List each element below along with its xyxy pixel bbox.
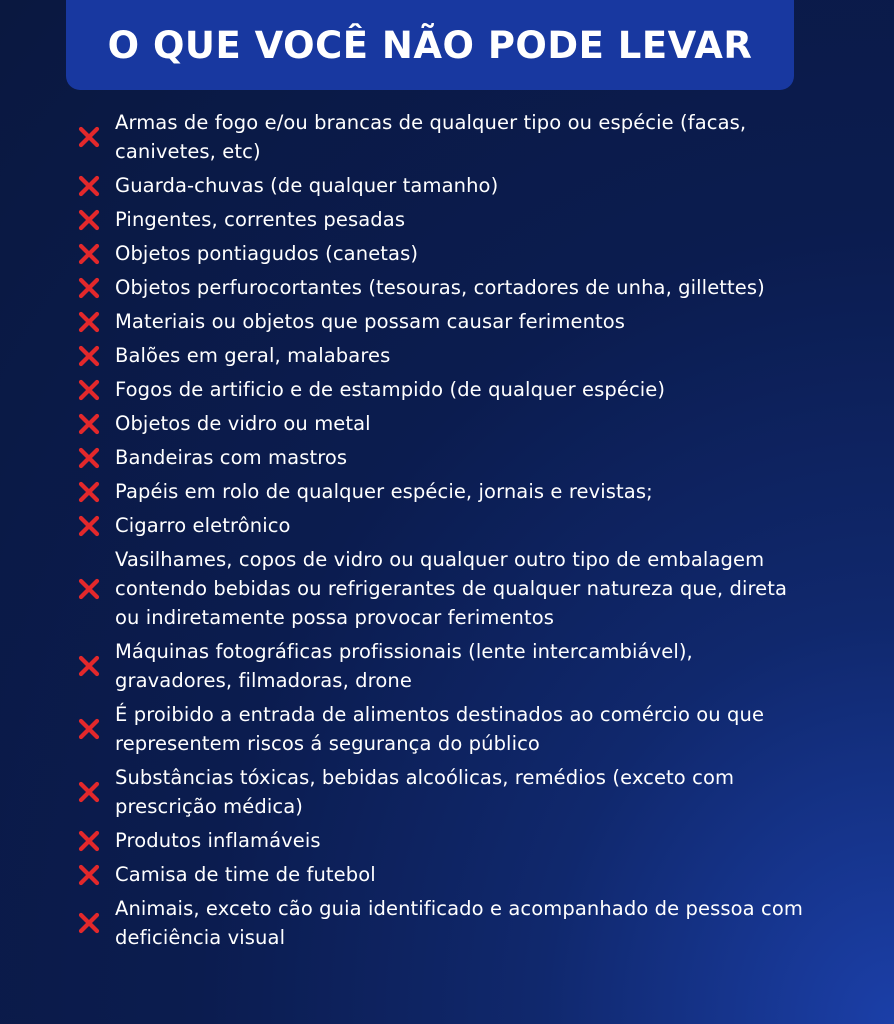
list-item [78, 205, 808, 234]
prohibited-items-list [78, 108, 808, 957]
x-mark-icon [78, 864, 100, 886]
list-item [78, 307, 808, 336]
list-item [78, 409, 808, 438]
list-item [78, 239, 808, 268]
x-mark-icon [78, 277, 100, 299]
list-item [78, 700, 808, 758]
x-mark-icon [78, 830, 100, 852]
list-item [78, 273, 808, 302]
list-item [78, 894, 808, 952]
list-item-text: Objetos pontiagudos (canetas) [115, 242, 419, 265]
x-mark-icon [78, 126, 100, 148]
list-item-text: Animais, exceto cão guia identificado e acompanhado de pessoa com deficiência visual [115, 897, 803, 949]
list-item-text: Cigarro eletrônico [115, 514, 291, 537]
list-item [78, 860, 808, 889]
list-item [78, 511, 808, 540]
list-item-text: É proibido a entrada de alimentos destinados ao comércio ou que representem riscos á segurança do público [115, 703, 765, 755]
list-item [78, 341, 808, 370]
list-item [78, 637, 808, 695]
list-item [78, 477, 808, 506]
x-mark-icon [78, 578, 100, 600]
x-mark-icon [78, 175, 100, 197]
list-item-text: Fogos de artificio e de estampido (de qualquer espécie) [115, 378, 666, 401]
list-item [78, 171, 808, 200]
list-item [78, 375, 808, 404]
x-mark-icon [78, 655, 100, 677]
x-mark-icon [78, 718, 100, 740]
list-item-text: Camisa de time de futebol [115, 863, 376, 886]
list-item [78, 443, 808, 472]
list-item-text: Materiais ou objetos que possam causar ferimentos [115, 310, 626, 333]
list-item-text: Objetos de vidro ou metal [115, 412, 371, 435]
list-item-text: Substâncias tóxicas, bebidas alcoólicas, remédios (exceto com prescrição médica) [115, 766, 735, 818]
x-mark-icon [78, 781, 100, 803]
list-item-text: Papéis em rolo de qualquer espécie, jornais e revistas; [115, 480, 653, 503]
list-item-text: Balões em geral, malabares [115, 344, 391, 367]
x-mark-icon [78, 209, 100, 231]
x-mark-icon [78, 447, 100, 469]
list-item-text: Armas de fogo e/ou brancas de qualquer tipo ou espécie (facas, canivetes, etc) [115, 111, 747, 163]
list-item-text: Máquinas fotográficas profissionais (lente intercambiável), gravadores, filmadoras, drone [115, 640, 693, 692]
list-item-text: Produtos inflamáveis [115, 829, 321, 852]
x-mark-icon [78, 311, 100, 333]
list-item-text: Objetos perfurocortantes (tesouras, cortadores de unha, gillettes) [115, 276, 765, 299]
list-item [78, 763, 808, 821]
list-item-text: Pingentes, correntes pesadas [115, 208, 406, 231]
page-title: O QUE VOCÊ NÃO PODE LEVAR [107, 23, 753, 67]
x-mark-icon [78, 243, 100, 265]
list-item [78, 826, 808, 855]
x-mark-icon [78, 515, 100, 537]
list-item-text: Vasilhames, copos de vidro ou qualquer outro tipo de embalagem contendo bebidas ou refrigerantes de qualquer natureza que, direta ou indiretamente possa provocar ferimentos [115, 548, 788, 629]
list-item [78, 108, 808, 166]
x-mark-icon [78, 379, 100, 401]
title-banner [66, 0, 794, 90]
x-mark-icon [78, 481, 100, 503]
x-mark-icon [78, 413, 100, 435]
list-item-text: Bandeiras com mastros [115, 446, 348, 469]
x-mark-icon [78, 345, 100, 367]
list-item [78, 545, 808, 632]
x-mark-icon [78, 912, 100, 934]
list-item-text: Guarda-chuvas (de qualquer tamanho) [115, 174, 499, 197]
